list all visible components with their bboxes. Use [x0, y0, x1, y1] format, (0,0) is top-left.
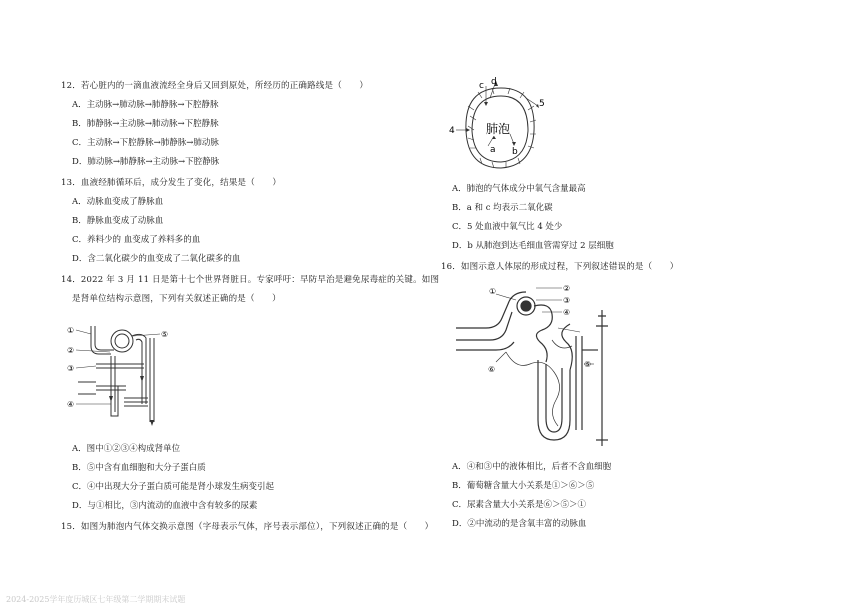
alveolus-label-5: 5	[539, 99, 545, 109]
alveolus-label-a: a	[490, 145, 496, 155]
alveolus-label-center: 肺泡	[486, 122, 511, 136]
q12-option-b: B．肺静脉→主动脉→肺动脉→下腔静脉	[72, 119, 219, 129]
urine-label-6: ⑥	[488, 365, 496, 374]
q15-stem: 15．如图为肺泡内气体交换示意图（字母表示气体，序号表示部位），下列叙述正确的是（ ）	[61, 522, 434, 532]
q15-option-a: A．肺泡的气体成分中氧气含量最高	[452, 184, 586, 194]
q15-option-c: C．5 处血液中氧气比 4 处少	[452, 222, 563, 232]
q12-option-c: C．主动脉→下腔静脉→肺静脉→肺动脉	[72, 138, 219, 148]
alveolus-label-4: 4	[449, 126, 455, 136]
q12-option-a: A．主动脉→肺动脉→肺静脉→下腔静脉	[72, 100, 219, 110]
q14-stem-line2: 是肾单位结构示意图，下列有关叙述正确的是（ ）	[72, 294, 281, 304]
q16-option-a: A．④和③中的液体相比，后者不含血细胞	[452, 462, 612, 472]
urine-label-4: ④	[563, 308, 571, 317]
alveolus-diagram	[446, 76, 556, 176]
q13-option-d: D．含二氧化碳少的血变成了二氧化碳多的血	[72, 254, 241, 264]
q13-stem: 13．血液经肺循环后，成分发生了变化，结果是（ ）	[61, 178, 282, 188]
urine-label-1: ①	[489, 287, 497, 296]
urine-label-2: ②	[563, 284, 571, 293]
q14-option-d: D．与①相比，③内流动的血液中含有较多的尿素	[72, 501, 258, 511]
alveolus-label-d: d	[491, 77, 497, 87]
nephron-label-3: ③	[67, 364, 75, 373]
nephron-label-2: ②	[67, 346, 75, 355]
urine-label-5: ⑤	[584, 360, 592, 369]
nephron-label-1: ①	[67, 326, 75, 335]
q12-option-d: D．肺动脉→肺静脉→主动脉→下腔静脉	[72, 157, 220, 167]
q14-option-c: C．④中出现大分子蛋白质可能是肾小球发生病变引起	[72, 482, 275, 492]
q16-option-c: C．尿素含量大小关系是⑥＞⑤＞①	[452, 500, 587, 510]
q16-option-b: B．葡萄糖含量大小关系是①＞⑥＞⑤	[452, 481, 595, 491]
q16-option-d: D．②中流动的是含氧丰富的动脉血	[452, 519, 587, 529]
page-footer: 2024-2025学年度历城区七年级第二学期期末试题	[6, 595, 186, 604]
urine-formation-diagram	[446, 280, 626, 448]
alveolus-label-b: b	[512, 147, 518, 157]
q15-option-b: B．a 和 c 均表示二氧化碳	[452, 203, 553, 213]
urine-label-3: ③	[563, 296, 571, 305]
q15-option-d: D．b 从肺泡到达毛细血管需穿过 2 层细胞	[452, 241, 614, 251]
nephron-label-4: ④	[67, 400, 75, 409]
q14-option-a: A．图中①②③④构成肾单位	[72, 444, 181, 454]
q13-option-c: C．养料少的 血变成了养料多的血	[72, 235, 201, 245]
q13-option-a: A．动脉血变成了静脉血	[72, 197, 164, 207]
q13-option-b: B．静脉血变成了动脉血	[72, 216, 164, 226]
alveolus-label-c: c	[479, 81, 484, 91]
q12-stem: 12．若心脏内的一滴血液流经全身后又回到原处，所经历的正确路线是（ ）	[61, 81, 369, 91]
q14-stem-line1: 14．2022 年 3 月 11 日是第十七个世界肾脏日。专家呼吁：早防早治是避免尿毒症的关键。如图	[61, 275, 440, 285]
nephron-diagram	[66, 316, 176, 426]
q14-option-b: B．⑤中含有血细胞和大分子蛋白质	[72, 463, 206, 473]
q16-stem: 16．如图示意人体尿的形成过程，下列叙述错误的是（ ）	[441, 262, 679, 272]
nephron-label-5: ⑤	[161, 330, 169, 339]
